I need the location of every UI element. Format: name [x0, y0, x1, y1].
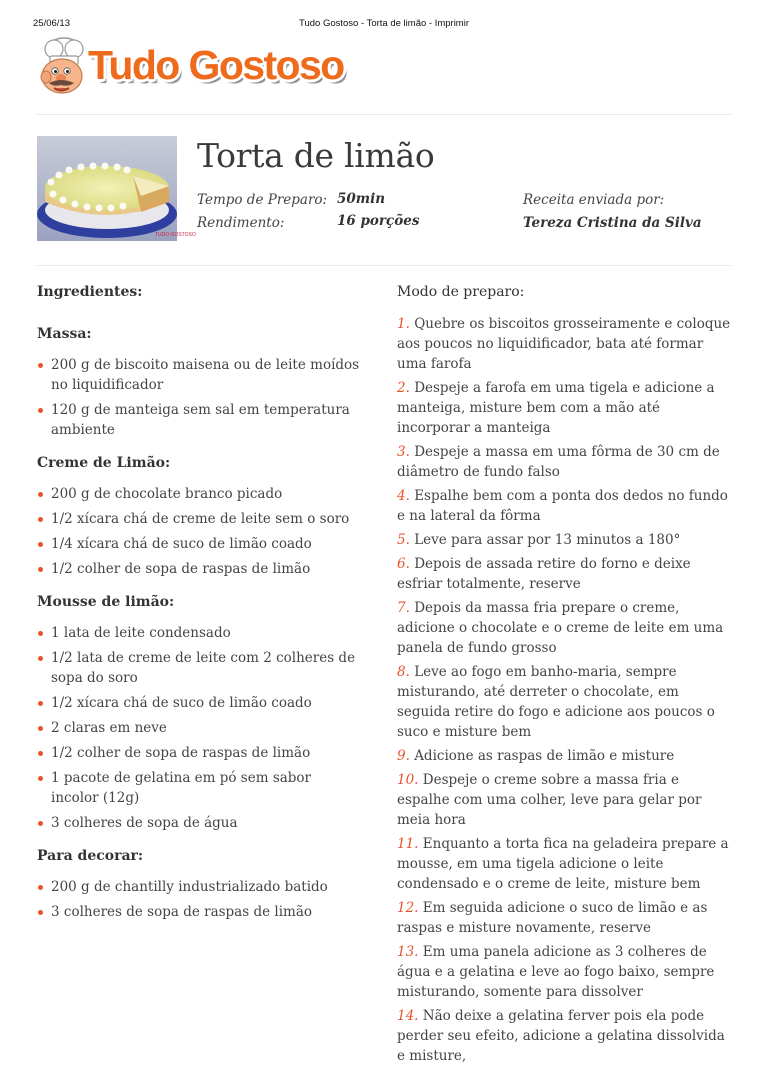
ingredient-item: 1 lata de leite condensado	[37, 623, 362, 643]
yield-value: 16 porções	[337, 213, 420, 229]
ingredient-item: 3 colheres de sopa de raspas de limão	[37, 902, 362, 922]
step-number: 4.	[397, 488, 410, 504]
step-text: Leve ao fogo em banho-maria, sempre misturando, até derreter o chocolate, em seguida retire do fogo e adicione aos poucos o suco e misture bem	[397, 664, 715, 740]
ingredient-item: 200 g de chocolate branco picado	[37, 484, 362, 504]
ingredient-list	[37, 484, 362, 579]
ingredient-item: 1 pacote de gelatina em pó sem sabor incolor (12g)	[37, 768, 362, 808]
step-item	[397, 442, 735, 482]
step-text: Leve para assar por 13 minutos a 180°	[414, 532, 681, 548]
step-item	[397, 554, 735, 594]
preparation-heading: Modo de preparo:	[397, 284, 525, 300]
step-number: 13.	[397, 944, 419, 960]
step-number: 8.	[397, 664, 410, 680]
step-item	[397, 1006, 735, 1066]
preparation-column	[397, 282, 735, 1070]
ingredient-item: 1/2 xícara chá de suco de limão coado	[37, 693, 362, 713]
ingredient-item: 1/2 xícara chá de creme de leite sem o soro	[37, 509, 362, 529]
ingredient-item: 1/2 lata de creme de leite com 2 colheres de sopa do soro	[37, 648, 362, 688]
step-item	[397, 746, 735, 766]
step-text: Despeje o creme sobre a massa fria e espalhe com uma colher, leve para gelar por meia hora	[397, 772, 702, 828]
step-item	[397, 942, 735, 1002]
ingredients-heading: Ingredientes:	[37, 284, 143, 300]
step-number: 3.	[397, 444, 410, 460]
section-title: Mousse de limão:	[37, 594, 175, 610]
step-number: 7.	[397, 600, 410, 616]
recipe-author[interactable]: Tereza Cristina da Silva	[523, 215, 702, 231]
step-number: 12.	[397, 900, 419, 916]
step-number: 6.	[397, 556, 410, 572]
sent-by-label: Receita enviada por:	[523, 192, 665, 208]
step-item	[397, 314, 735, 374]
print-header	[0, 18, 768, 32]
meta-divider	[37, 265, 731, 266]
step-number: 9.	[397, 748, 410, 764]
brand-name: Tudo Gostoso	[88, 42, 344, 88]
step-number: 10.	[397, 772, 419, 788]
step-item	[397, 378, 735, 438]
step-text: Adicione as raspas de limão e misture	[414, 748, 675, 764]
step-item	[397, 662, 735, 742]
header-divider	[37, 114, 731, 115]
yield-label: Rendimento:	[197, 215, 285, 231]
step-text: Quebre os biscoitos grosseiramente e coloque aos poucos no liquidificador, bata até formar uma farofa	[397, 316, 731, 372]
ingredient-item: 1/4 xícara chá de suco de limão coado	[37, 534, 362, 554]
ingredient-list	[37, 623, 362, 833]
step-item	[397, 530, 735, 550]
section-title: Para decorar:	[37, 848, 144, 864]
ingredient-item: 120 g de manteiga sem sal em temperatura ambiente	[37, 400, 362, 440]
ingredient-item: 1/2 colher de sopa de raspas de limão	[37, 559, 362, 579]
site-logo[interactable]	[34, 36, 379, 100]
step-number: 14.	[397, 1008, 419, 1024]
ingredient-list	[37, 877, 362, 922]
step-item	[397, 598, 735, 658]
step-text: Não deixe a gelatina ferver pois ela pode perder seu efeito, adicione a gelatina dissolvida e misture,	[397, 1008, 725, 1064]
ingredient-item: 1/2 colher de sopa de raspas de limão	[37, 743, 362, 763]
ingredient-item: 2 claras em neve	[37, 718, 362, 738]
step-item	[397, 486, 735, 526]
step-text: Depois de assada retire do forno e deixe esfriar totalmente, reserve	[397, 556, 691, 592]
step-number: 2.	[397, 380, 410, 396]
ingredient-list	[37, 355, 362, 440]
step-item	[397, 898, 735, 938]
prep-time-value: 50min	[337, 191, 386, 207]
ingredient-item: 3 colheres de sopa de água	[37, 813, 362, 833]
ingredient-item: 200 g de chantilly industrializado batido	[37, 877, 362, 897]
print-page-title: Tudo Gostoso - Torta de limão - Imprimir	[299, 18, 469, 29]
ingredient-item: 200 g de biscoito maisena ou de leite moídos no liquidificador	[37, 355, 362, 395]
step-list	[397, 314, 735, 1066]
step-text: Despeje a farofa em uma tigela e adicione a manteiga, misture bem com a mão até incorporar a manteiga	[397, 380, 715, 436]
step-text: Depois da massa fria prepare o creme, adicione o chocolate e o creme de leite em uma panela de fundo grosso	[397, 600, 724, 656]
recipe-photo	[37, 136, 196, 241]
step-item	[397, 834, 735, 894]
step-text: Enquanto a torta fica na geladeira prepare a mousse, em uma tigela adicione o leite condensado e o creme de leite, misture bem	[397, 836, 729, 892]
step-text: Espalhe bem com a ponta dos dedos no fundo e na lateral da fôrma	[397, 488, 728, 524]
svg-text:TUDO GOSTOSO: TUDO GOSTOSO	[155, 232, 196, 238]
recipe-title: Torta de limão	[197, 136, 435, 175]
print-date: 25/06/13	[33, 18, 70, 29]
step-text: Em uma panela adicione as 3 colheres de água e a gelatina e leve ao fogo baixo, sempre misturando, somente para dissolver	[397, 944, 715, 1000]
step-text: Despeje a massa em uma fôrma de 30 cm de diâmetro de fundo falso	[397, 444, 720, 480]
step-number: 5.	[397, 532, 410, 548]
section-title: Creme de Limão:	[37, 455, 171, 471]
chef-mascot-icon	[34, 36, 90, 98]
ingredients-column	[37, 282, 362, 927]
step-text: Em seguida adicione o suco de limão e as raspas e misture novamente, reserve	[397, 900, 708, 936]
prep-time-label: Tempo de Preparo:	[197, 192, 328, 208]
step-item	[397, 770, 735, 830]
section-title: Massa:	[37, 326, 92, 342]
step-number: 11.	[397, 836, 419, 852]
step-number: 1.	[397, 316, 410, 332]
